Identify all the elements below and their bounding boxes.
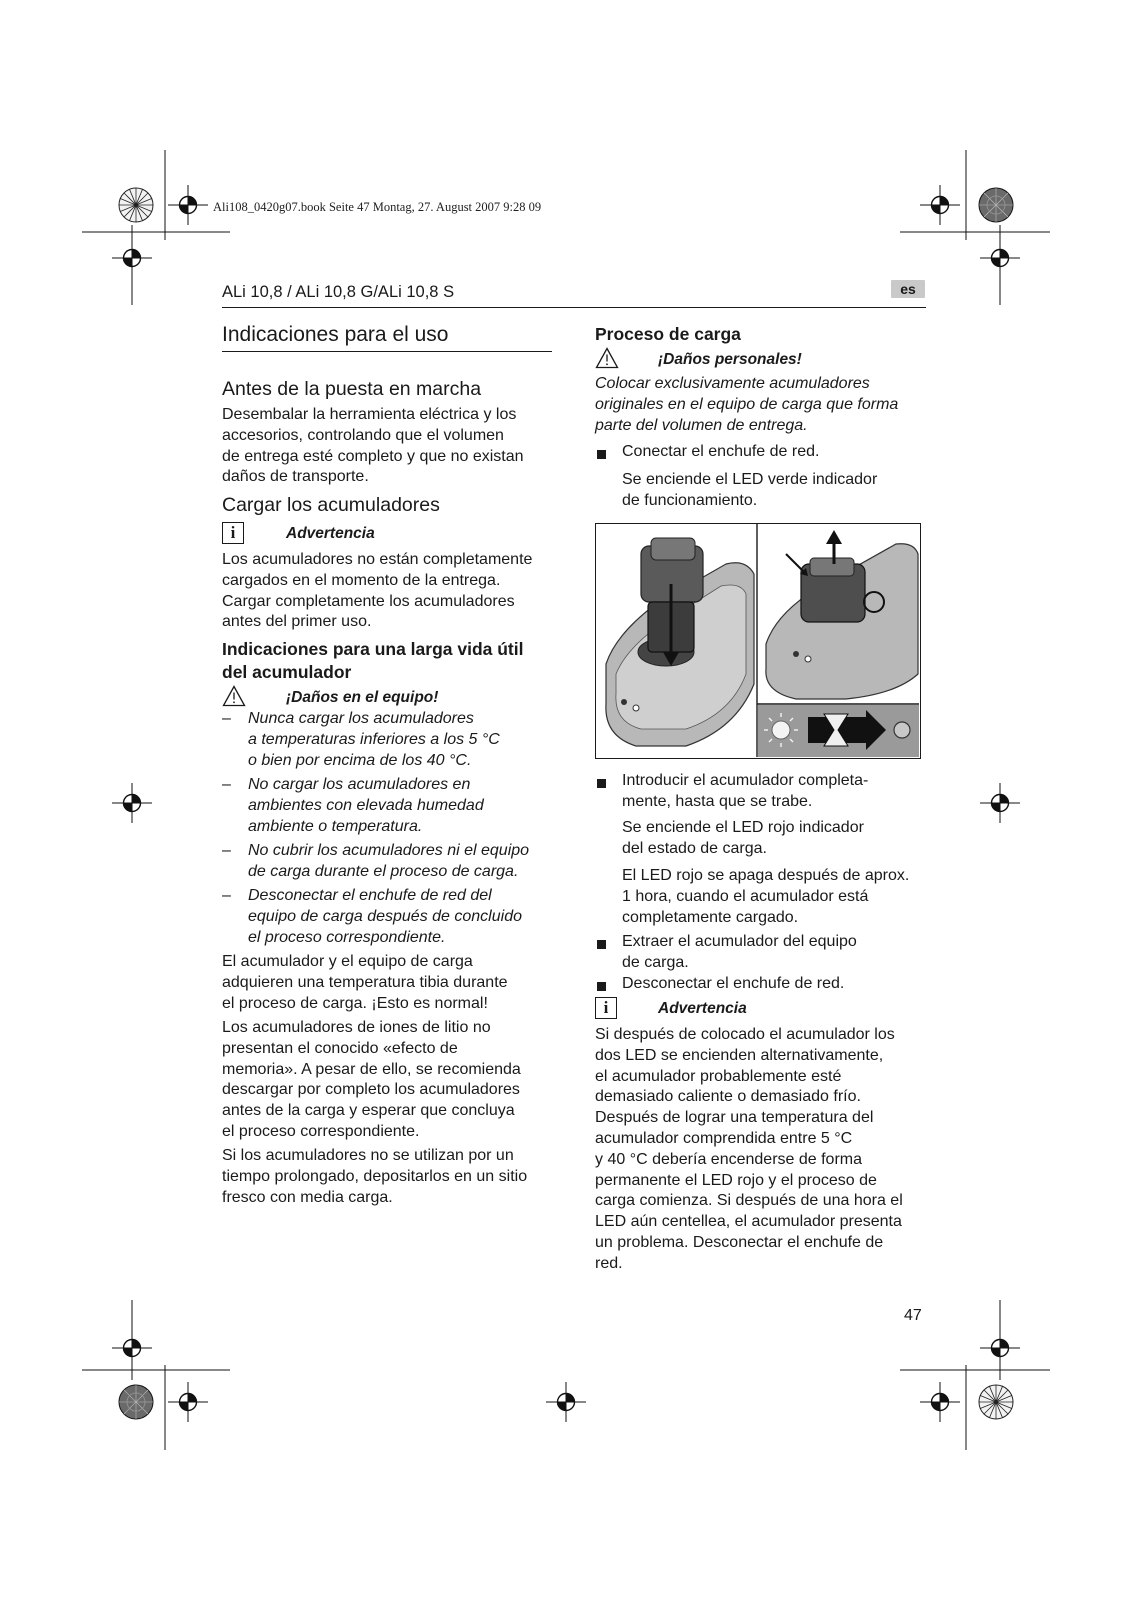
text-line: accesorios, controlando que el volumen bbox=[222, 426, 504, 444]
text-line: Los acumuladores de iones de litio no bbox=[222, 1019, 491, 1036]
text-line: a temperaturas inferiores a los 5 °C bbox=[248, 730, 500, 748]
text-line: el proceso correspondiente. bbox=[248, 928, 446, 946]
text-line: ambientes con elevada humedad bbox=[248, 796, 484, 814]
text-line: demasiado caliente o demasiado frío. bbox=[595, 1088, 861, 1106]
text-line: equipo de carga después de concluido bbox=[248, 907, 522, 925]
list-item bbox=[222, 709, 567, 771]
text-line: adquieren una temperatura tibia durante bbox=[222, 973, 508, 991]
text-line: dos LED se encienden alternativamente, bbox=[595, 1046, 884, 1064]
text-line: Si los acumuladores no se utilizan por un bbox=[222, 1147, 514, 1164]
text-line: Se enciende el LED verde indicador bbox=[622, 471, 878, 488]
text-line: de funcionamiento. bbox=[622, 491, 758, 509]
text-line: fresco con media carga. bbox=[222, 1188, 393, 1206]
text-line: de entrega esté completo y que no existan bbox=[222, 447, 524, 465]
section-heading-charging: Cargar los acumuladores bbox=[222, 494, 440, 516]
info-icon: i bbox=[595, 997, 617, 1019]
text-line: presentan el conocido «efecto de bbox=[222, 1039, 458, 1057]
list-item bbox=[222, 841, 567, 883]
dash-marker: – bbox=[222, 887, 231, 904]
memory-effect-paragraph bbox=[222, 1018, 567, 1143]
note-title: Advertencia bbox=[286, 525, 375, 542]
warning-title: ¡Daños personales! bbox=[658, 351, 802, 368]
text-line: El LED rojo se apaga después de aprox. bbox=[622, 867, 910, 884]
text-line: No cargar los acumuladores en bbox=[248, 776, 471, 793]
text-line: No cubrir los acumuladores ni el equipo bbox=[248, 842, 530, 859]
text-line: LED aún centellea, el acumulador presenta bbox=[595, 1213, 902, 1231]
section-heading-before-use: Antes de la puesta en marcha bbox=[222, 378, 482, 400]
storage-paragraph bbox=[222, 1146, 567, 1208]
step-remove-battery bbox=[622, 932, 942, 974]
text-line: el proceso de carga. ¡Esto es normal! bbox=[222, 994, 488, 1012]
text-line: Extraer el acumulador del equipo bbox=[622, 933, 857, 950]
text-line: tiempo prolongado, depositarlos en un sitio bbox=[222, 1167, 528, 1185]
square-bullet-icon bbox=[597, 940, 606, 949]
dash-marker: – bbox=[222, 710, 231, 727]
before-use-paragraph bbox=[222, 405, 562, 488]
text-line: red. bbox=[595, 1254, 623, 1272]
text-line: mente, hasta que se trabe. bbox=[622, 792, 813, 810]
list-item bbox=[222, 775, 567, 837]
text-line: originales en el equipo de carga que forma bbox=[595, 395, 899, 413]
text-line: ambiente o temperatura. bbox=[248, 817, 423, 835]
text-line: acumulador comprendida entre 5 °C bbox=[595, 1129, 853, 1147]
text-line: Cargar completamente los acumuladores bbox=[222, 592, 515, 610]
header-rule bbox=[222, 307, 926, 308]
text-line: o bien por encima de los 40 °C. bbox=[248, 751, 472, 769]
square-bullet-icon bbox=[597, 450, 606, 459]
step-disconnect-plug: Desconectar el enchufe de red. bbox=[622, 975, 845, 992]
text-line: Los acumuladores no están completamente bbox=[222, 551, 533, 568]
text-line: de carga durante el proceso de carga. bbox=[248, 862, 519, 880]
step-connect-result bbox=[622, 470, 942, 512]
dash-marker: – bbox=[222, 776, 231, 793]
text-line: parte del volumen de entrega. bbox=[595, 416, 808, 434]
text-line: antes de la carga y esperar que concluya bbox=[222, 1102, 515, 1120]
text-line: El acumulador y el equipo de carga bbox=[222, 953, 473, 970]
charger-drawing bbox=[596, 524, 919, 757]
text-line: un problema. Desconectar el enchufe de bbox=[595, 1233, 884, 1251]
text-line: completamente cargado. bbox=[622, 908, 799, 926]
text-line: 1 hora, cuando el acumulador está bbox=[622, 887, 869, 905]
warning-triangle-icon bbox=[222, 685, 246, 707]
text-line: Se enciende el LED rojo indicador bbox=[622, 819, 864, 836]
print-note: Ali108_0420g07.book Seite 47 Montag, 27. August 2007 9:28 09 bbox=[213, 200, 542, 214]
square-bullet-icon bbox=[597, 982, 606, 991]
text-line: carga comienza. Si después de una hora el bbox=[595, 1192, 903, 1210]
heading-line: Indicaciones para una larga vida útil bbox=[222, 639, 524, 659]
text-line: de carga. bbox=[622, 953, 689, 971]
charging-note-paragraph bbox=[222, 550, 567, 633]
warning-title: ¡Daños en el equipo! bbox=[286, 689, 439, 706]
info-icon: i bbox=[222, 522, 244, 544]
text-line: el acumulador probablemente esté bbox=[595, 1067, 842, 1085]
text-line: Desembalar la herramienta eléctrica y los bbox=[222, 406, 517, 423]
header-title: ALi 10,8 / ALi 10,8 G/ALi 10,8 S bbox=[222, 283, 455, 301]
text-line: memoria». A pesar de ello, se recomienda bbox=[222, 1060, 521, 1078]
text-line: antes del primer uso. bbox=[222, 613, 372, 631]
section-heading-charging-process: Proceso de carga bbox=[595, 324, 741, 344]
title-rule bbox=[222, 351, 552, 352]
list-item bbox=[222, 886, 567, 948]
page-title: Indicaciones para el uso bbox=[222, 323, 449, 346]
text-line: daños de transporte. bbox=[222, 468, 369, 486]
text-line: Colocar exclusivamente acumuladores bbox=[595, 375, 870, 392]
step-insert-battery bbox=[622, 771, 942, 813]
warm-paragraph bbox=[222, 952, 567, 1014]
note-title: Advertencia bbox=[658, 1000, 747, 1017]
text-line: cargados en el momento de la entrega. bbox=[222, 571, 501, 589]
warning-paragraph bbox=[595, 374, 935, 436]
text-line: Introducir el acumulador completa- bbox=[622, 772, 869, 789]
step-connect-plug: Conectar el enchufe de red. bbox=[622, 443, 820, 460]
text-line: Después de lograr una temperatura del bbox=[595, 1109, 874, 1127]
section-heading-battery-life bbox=[222, 638, 567, 684]
text-line: y 40 °C debería encenderse de forma bbox=[595, 1150, 862, 1168]
page-number: 47 bbox=[904, 1307, 922, 1324]
warning-triangle-icon bbox=[595, 347, 619, 369]
text-line: el proceso correspondiente. bbox=[222, 1122, 420, 1140]
text-line: Si después de colocado el acumulador los bbox=[595, 1026, 895, 1043]
text-line: Nunca cargar los acumuladores bbox=[248, 710, 474, 727]
square-bullet-icon bbox=[597, 779, 606, 788]
text-line: permanente el LED rojo y el proceso de bbox=[595, 1171, 877, 1189]
alternating-led-paragraph bbox=[595, 1025, 935, 1275]
heading-line: del acumulador bbox=[222, 662, 352, 682]
charger-illustration bbox=[595, 523, 921, 759]
text-line: descargar por completo los acumuladores bbox=[222, 1081, 520, 1099]
text-line: del estado de carga. bbox=[622, 839, 767, 857]
text-line: Desconectar el enchufe de red del bbox=[248, 887, 492, 904]
step-insert-result-1 bbox=[622, 818, 942, 860]
language-badge: es bbox=[891, 280, 925, 298]
dash-marker: – bbox=[222, 842, 231, 859]
step-insert-result-2 bbox=[622, 866, 942, 928]
